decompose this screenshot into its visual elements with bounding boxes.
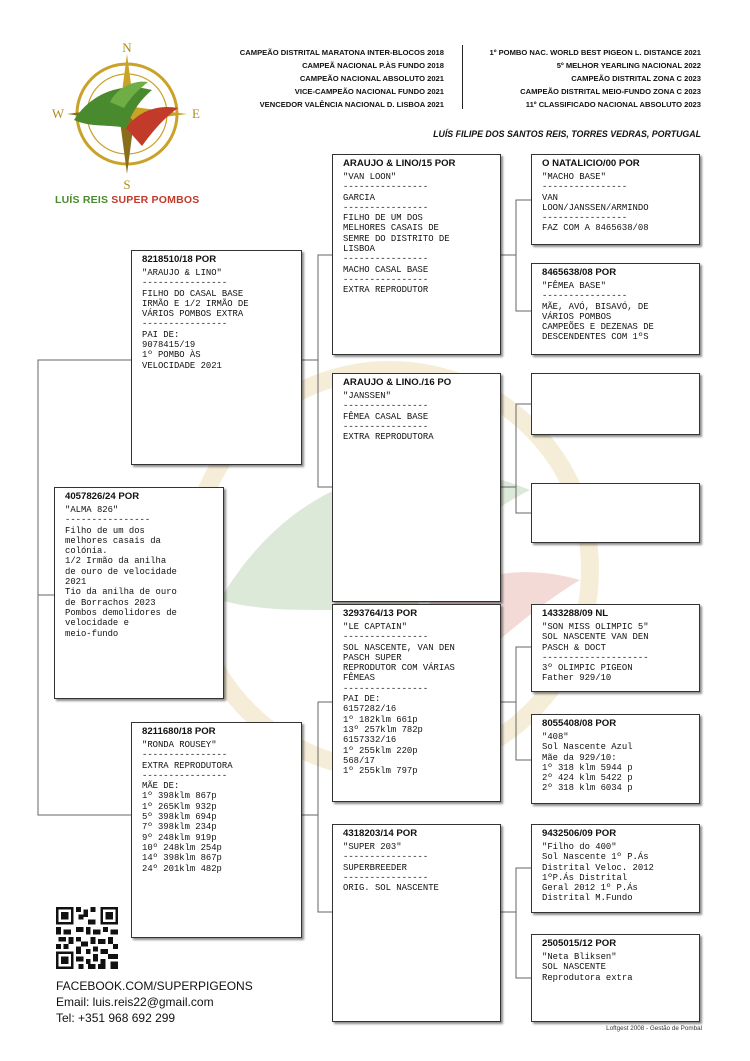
title-line: CAMPEÃ NACIONAL P.ÀS FUNDO 2018: [302, 61, 444, 71]
title-line: CAMPEÃO DISTRITAL ZONA C 2023: [571, 74, 701, 84]
qr-code[interactable]: [56, 907, 118, 969]
ring-number: 8465638/08 POR: [542, 267, 617, 278]
title-line: 11º CLASSIFICADO NACIONAL ABSOLUTO 2023: [525, 100, 701, 110]
pigeon-details: "VAN LOON" ---------------- GARCIA ---------------- FILHO DE UM DOS MELHORES CASAIS DE SEMRE DO DISTRITO DE LISBOA ---------------- MACHO CASAL BASE ---------------- EXTRA REPRODUTOR: [343, 172, 450, 296]
ring-number: 4057826/24 POR: [65, 491, 140, 502]
contact-block: [56, 978, 253, 1026]
pigeon-card-sire[interactable]: [131, 250, 302, 465]
ring-number: O NATALICIO/00 POR: [542, 158, 640, 169]
pigeon-details: "MACHO BASE" ---------------- VAN LOON/JANSSEN/ARMINDO ---------------- FAZ COM A 8465638/08: [542, 172, 649, 234]
title-line: VICE-CAMPEÃO NACIONAL FUNDO 2021: [294, 87, 444, 97]
pigeon-card-ds-sire[interactable]: [531, 604, 700, 692]
footer-credit: Loftgest 2008 - Gestão de Pombal: [606, 1025, 702, 1032]
ring-number: 8211680/18 POR: [142, 726, 216, 737]
pigeon-card-sd-sire[interactable]: [531, 373, 700, 435]
compass-e: E: [192, 106, 200, 121]
title-line: CAMPEÃO NACIONAL ABSOLUTO 2021: [299, 74, 444, 84]
ring-number: 3293764/13 POR: [343, 608, 418, 619]
compass-s: S: [123, 177, 131, 192]
pigeon-card-dd-dam[interactable]: [531, 934, 700, 1022]
title-line: 1º POMBO NAC. WORLD BEST PIGEON L. DISTANCE 2021: [489, 48, 701, 57]
pigeon-details: "JANSSEN" ---------------- FÊMEA CASAL BASE ---------------- EXTRA REPRODUTORA: [343, 391, 434, 443]
pigeon-card-sire-sire[interactable]: [332, 154, 501, 355]
pigeon-card-ss-sire[interactable]: [531, 154, 700, 245]
ring-number: 9432506/09 POR: [542, 828, 617, 839]
ring-number: ARAUJO & LINO/15 POR: [343, 158, 456, 169]
pigeon-card-dam-sire[interactable]: [332, 604, 501, 802]
pigeon-details: "FÊMEA BASE" ---------------- MÃE, AVÓ, BISAVÓ, DE VÁRIOS POMBOS CAMPEÕES E DEZENAS DE DESCENDENTES COM 1ºS: [542, 281, 654, 343]
phone-text[interactable]: Tel: +351 968 692 299: [56, 1011, 176, 1025]
title-line: CAMPEÃO DISTRITAL MARATONA INTER-BLOCOS 2018: [239, 48, 444, 57]
pigeon-card-ss-dam[interactable]: [531, 263, 700, 355]
owner-name: LUÍS FILIPE DOS SANTOS REIS, TORRES VEDRAS, PORTUGAL: [433, 129, 701, 139]
pigeon-details: "SON MISS OLIMPIC 5" SOL NASCENTE VAN DEN PASCH & DOCT -------------------- 3º OLIMPIC PIGEON Father 929/10: [542, 622, 649, 684]
facebook-link[interactable]: FACEBOOK.COM/SUPERPIGEONS: [56, 979, 253, 993]
ring-number: 2505015/12 POR: [542, 938, 617, 949]
title-line: 5º MELHOR YEARLING NACIONAL 2022: [556, 61, 701, 71]
ring-number: 8218510/18 POR: [142, 254, 217, 265]
brand-part-2: SUPER POMBOS: [111, 194, 200, 206]
pigeon-details: "408" Sol Nascente Azul Mãe da 929/10: 1º 318 klm 5944 p 2º 424 klm 5422 p 2º 318 klm 6034 p: [542, 732, 633, 794]
ring-number: ARAUJO & LINO./16 PO: [343, 377, 452, 388]
pigeon-card-ds-dam[interactable]: [531, 714, 700, 804]
ring-number: 8055408/08 POR: [542, 718, 617, 729]
compass-dove-logo: [52, 42, 202, 217]
titles-left: [240, 46, 444, 111]
pigeon-details: "ALMA 826" ---------------- Filho de um dos melhores casais da colónia. 1/2 Irmão da anilha de ouro de velocidade 2021 Tio da anilha de ouro de Borrachos 2023 Pombos demolidores de velocidade e meio-fundo: [65, 505, 177, 639]
pigeon-details: "LE CAPTAIN" ---------------- SOL NASCENTE, VAN DEN PASCH SUPER REPRODUTOR COM VÁRIAS FÊMEAS ---------------- PAI DE: 6157282/16 1º 182klm 661p 13º 257klm 782p 6157332/16 1º 255klm 220p 568/17 1º 255klm 797p: [343, 622, 455, 777]
pigeon-card-dam-dam[interactable]: [332, 824, 501, 1022]
brand-name: [55, 194, 199, 206]
ring-number: 1433288/09 NL: [542, 608, 609, 619]
email-text[interactable]: Email: luis.reis22@gmail.com: [56, 995, 214, 1009]
titles-right: [490, 46, 702, 111]
title-line: CAMPEÃO DISTRITAL MEIO-FUNDO ZONA C 2023: [520, 87, 701, 97]
pigeon-details: "Filho do 400" Sol Nascente 1º P.Ás Distrital Veloc. 2012 1ºP.Ás Distrital Geral 2012 1º P.Ás Distrital M.Fundo: [542, 842, 654, 904]
titles-divider: [462, 45, 463, 109]
pigeon-card-sd-dam[interactable]: [531, 483, 700, 543]
pigeon-card-subject[interactable]: [54, 487, 224, 699]
pigeon-card-dd-sire[interactable]: [531, 824, 700, 913]
brand-part-1: LUÍS REIS: [55, 194, 112, 206]
pigeon-details: "Neta Bliksen" SOL NASCENTE Reprodutora extra: [542, 952, 633, 983]
pigeon-details: "ARAUJO & LINO" ---------------- FILHO DO CASAL BASE IRMÃO E 1/2 IRMÃO DE VÁRIOS POMBOS EXTRA ---------------- PAI DE: 9078415/19 1º POMBO ÀS VELOCIDADE 2021: [142, 268, 249, 371]
pigeon-details: "SUPER 203" ---------------- SUPERBREEDER ---------------- ORIG. SOL NASCENTE: [343, 842, 439, 894]
title-line: VENCEDOR VALÊNCIA NACIONAL D. LISBOA 2021: [259, 100, 444, 110]
pigeon-card-sire-dam[interactable]: [332, 373, 501, 602]
compass-w: W: [52, 106, 65, 121]
ring-number: 4318203/14 POR: [343, 828, 418, 839]
pigeon-card-dam[interactable]: [131, 722, 302, 938]
compass-n: N: [122, 42, 132, 55]
pigeon-details: "RONDA ROUSEY" ---------------- EXTRA REPRODUTORA ---------------- MÃE DE: 1º 398klm 867p 1º 265Klm 932p 5º 398klm 694p 7º 398klm 234p 9º 248klm 919p 10º 248klm 254p 14º 398klm 867p 24º 201klm 482p: [142, 740, 233, 874]
